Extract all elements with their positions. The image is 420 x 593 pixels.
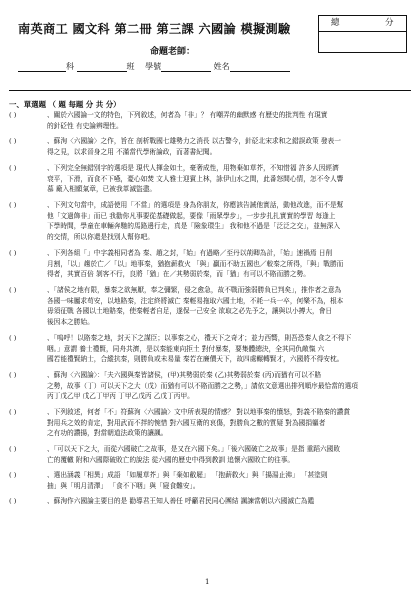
question-text: 、下列敘述，何者「不」符蘇洵〈六國論〉文中所表現的情感？ 對以地事秦的憤怒，對義不賂秦的讚賞 對用兵之效的肯定，對用武而不拌的惋惜 對六國互衛的哀傷，對勝負之數的質疑 對為國捐軀者 之有功的讚揚，對當朝道法政策的讓諷。 (47, 408, 351, 438)
section-title: 一、單選題 （ 題 每題 分 共 分） (9, 100, 121, 109)
answer-paren[interactable]: ( ) (9, 286, 17, 294)
question-text: 、下列完全無錯別字的選項是 現代人揮金如土，豪奢成性，用物棄如草芥，不知惜福 許多人因經濟 衰平，下滑，而食不下嚥，憂心如焚 文人雅士迎賓上林，詠伊山水之間，此番怒間心情，怎不令人響 慕 廠入相願氣章，已被我革滅盜盡。 (47, 164, 344, 194)
answer-paren[interactable]: ( ) (9, 371, 17, 379)
answer-paren[interactable]: ( ) (9, 334, 17, 342)
dept-blank[interactable] (18, 62, 66, 72)
page-number: 1 (205, 578, 210, 586)
id-label: 學號 (145, 62, 162, 71)
score-box (318, 15, 407, 53)
answer-paren[interactable]: ( ) (9, 164, 17, 172)
answer-paren[interactable]: ( ) (9, 471, 17, 479)
class-suffix: 班 (126, 62, 135, 71)
name-label: 姓名 (213, 62, 230, 71)
question-text: 、下列各組「」中字義相同者為 秦、趙之封，「始」有過略／至丹以荊卿為計，「始」速禍焉 日削 月割，「以」趨於亡／「以」地事秦，猶抱薪救火 「與」贏而不助五國也／較秦之所得，「與」戰勝而 得者，其實百倍 剝客不行，良將「猶」在／其勢弱於秦，而「猶」有可以不賂而勝之勢。 (47, 249, 344, 279)
question-text: 、「嗚呼！以賂秦之地，封天下之謀臣；以事秦之心，禮天下之奇才；並力西嚮，則吾恐秦人食之不得下 咽。」意謂 養士禮賢，同舟共濟，是以秦能東向拒土 對付暴秦，要集體總決，全其同仇敵愾 六 國若能禮賢納士，合縱抗秦，則勝負或未易量 秦若在廉價天下，故四處輾轉賢才，六國將不得安枕。 (47, 334, 352, 364)
answer-paren[interactable]: ( ) (9, 445, 17, 453)
answer-paren[interactable]: ( ) (9, 201, 17, 209)
question-text: 、蘇洵〈六國論〉：「夫六國與秦皆諸侯，(甲)其勢弱於秦 (乙)其勢弱於秦 (丙)而猶有可以不賂 之勢，故事（丁）可以天下之大（戊）而猶有可以不賂而勝之之勢，」請依文意選出排列順序最恰當的選項 丙丁戊乙甲 戊乙丁甲丙 丁甲乙戊丙 乙戊丁丙甲。 (47, 371, 358, 401)
name-blank[interactable] (230, 62, 290, 72)
dept-suffix: 科 (66, 62, 74, 71)
answer-paren[interactable]: ( ) (9, 408, 17, 416)
question-text: 、「可以天下之大，而從六國破亡之故事，是又在六國下矣。」「後六國破亡之故事」是指 重蹈六國敗 亡的覆轍 附和六國際破敗亡的說法 從六國的歷史中得到教訓 追懷六國敗亡的往事。 (47, 445, 341, 464)
question-text: 、關於六國論一文的特色，下列敘述，何者為「非」？ 有嘲弄的幽默感 有歷史的批判性 有現實 的針砭性 有史論辨理性。 (47, 111, 328, 130)
question-text: 、「諸侯之地有限，暴秦之欲無厭，奉之彌繁，侵之愈急，故不戰而強弱勝負已判矣」，推作者之意為 各國一味屬求苟安，以地賂秦，注定終將滅亡 秦輕易拖取六國土地，不耗一兵一卒，何樂不為，根本 毋須征戰 各國以土地賂秦，使秦輕者自足，遂保一己安全 欲取之必先予之，讓與以小搏大，會日 後因本之勝始。 (47, 286, 344, 326)
header-divider (9, 90, 411, 91)
score-label-left: 總 (331, 18, 340, 28)
question-text: 、蘇洵〈六國論〉之作，旨在 剖析戰國七雄勢力之消長 以古警今，針砭北宋求和之錯誤政策 發表一 得之見，以求晉身之用 不滿當代學術論政，而著書紀聞。 (47, 137, 341, 156)
student-info-row (18, 61, 290, 72)
score-label-right: 分 (385, 18, 394, 28)
id-blank[interactable] (161, 62, 211, 72)
exam-title: 南英商工 國文科 第二冊 第三課 六國論 模擬測驗 (18, 22, 291, 36)
score-box-header (319, 16, 406, 32)
teacher-label: 命題老師： (150, 47, 196, 57)
answer-paren[interactable]: ( ) (9, 497, 17, 505)
question-text: 、下列文句當中，成語使用「不當」的選項是 身為你朋友，你應該告誡他實話，動他改進，而不是幫 他「文過飾非」而已 我勸你凡事要從基礎做起，要像「雨眾學步」，一步步扎扎實實的學習 每逢上 下學時間，學童在車輛奔馳的馬路邊行走，真是「險象環生」 我和他不過是「泛泛之交」，並無深入 的交情，所以你還是找別人幫你吧。 (47, 201, 344, 241)
question-text: 、蘇洵作六國論主要目的是 勸導君王知人善任 呼籲君民同心團結 諷諫當朝以六國滅亡為鑑 (47, 497, 315, 505)
answer-paren[interactable]: ( ) (9, 137, 17, 145)
answer-paren[interactable]: ( ) (9, 111, 17, 119)
question-text: 、選出涵義「相異」成語 「如履草芥」與「棄如敝屣」 「抱薪救火」與「揚湯止沸」 「甚塗則 抽」與「明月清澤」 「食不下咽」與「寢食難安」。 (47, 471, 328, 490)
answer-paren[interactable]: ( ) (9, 249, 17, 257)
class-blank[interactable] (77, 62, 127, 72)
